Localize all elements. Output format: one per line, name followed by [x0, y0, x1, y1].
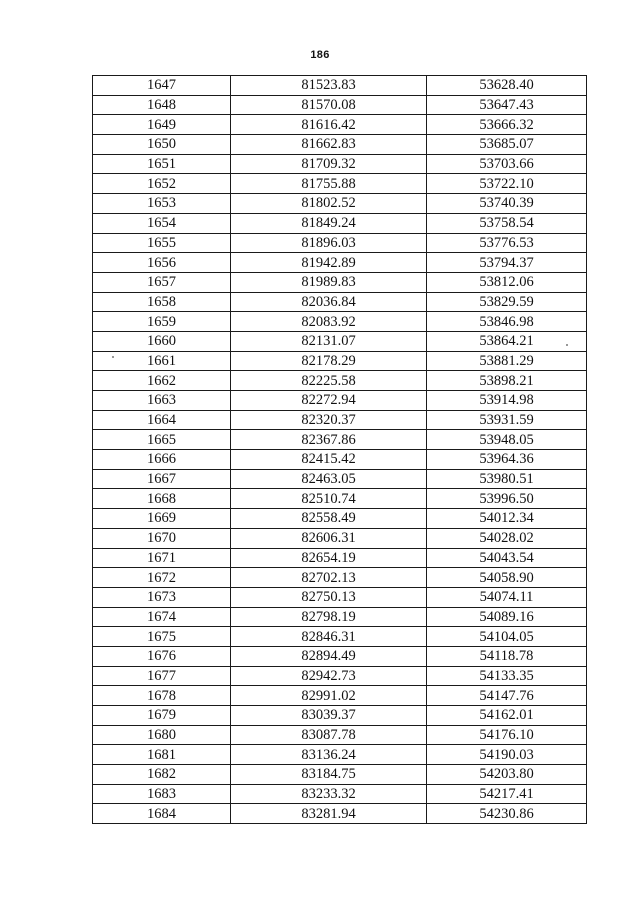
row-index-cell: 1663	[93, 391, 231, 411]
table-row	[93, 115, 587, 135]
data-table	[92, 75, 587, 824]
row-index-cell: 1672	[93, 568, 231, 588]
table-row	[93, 765, 587, 785]
row-index-cell: 1666	[93, 450, 231, 470]
col2-value-cell: 83136.24	[231, 745, 427, 765]
col3-value-cell: 53666.32	[427, 115, 587, 135]
row-index-cell: 1654	[93, 213, 231, 233]
row-index-cell: 1674	[93, 607, 231, 627]
col3-value-cell: 53794.37	[427, 253, 587, 273]
row-index-cell: 1651	[93, 154, 231, 174]
col3-value-cell: 53703.66	[427, 154, 587, 174]
col2-value-cell: 82798.19	[231, 607, 427, 627]
table-row	[93, 509, 587, 529]
table-row	[93, 410, 587, 430]
col2-value-cell: 81709.32	[231, 154, 427, 174]
row-index-cell: 1682	[93, 765, 231, 785]
col3-value-cell: 53685.07	[427, 135, 587, 155]
table-row	[93, 528, 587, 548]
col2-value-cell: 82702.13	[231, 568, 427, 588]
table-row	[93, 272, 587, 292]
col2-value-cell: 82750.13	[231, 587, 427, 607]
col3-value-cell: 53996.50	[427, 489, 587, 509]
col3-value-cell: 53931.59	[427, 410, 587, 430]
col3-value-cell: 53881.29	[427, 351, 587, 371]
row-index-cell: 1678	[93, 686, 231, 706]
row-index-cell: 1676	[93, 646, 231, 666]
col2-value-cell: 82894.49	[231, 646, 427, 666]
row-index-cell: 1662	[93, 371, 231, 391]
table-row	[93, 233, 587, 253]
row-index-cell: 1684	[93, 804, 231, 824]
col2-value-cell: 83184.75	[231, 765, 427, 785]
col3-value-cell: 54190.03	[427, 745, 587, 765]
col2-value-cell: 81849.24	[231, 213, 427, 233]
table-row	[93, 804, 587, 824]
table-row	[93, 76, 587, 96]
row-index-cell: 1681	[93, 745, 231, 765]
col3-value-cell: 54043.54	[427, 548, 587, 568]
col2-value-cell: 83039.37	[231, 706, 427, 726]
table-row	[93, 253, 587, 273]
table-row	[93, 725, 587, 745]
col2-value-cell: 81662.83	[231, 135, 427, 155]
col3-value-cell: 54162.01	[427, 706, 587, 726]
row-index-cell: 1657	[93, 272, 231, 292]
row-index-cell: 1679	[93, 706, 231, 726]
col3-value-cell: 53980.51	[427, 469, 587, 489]
col2-value-cell: 82942.73	[231, 666, 427, 686]
col2-value-cell: 81523.83	[231, 76, 427, 96]
col2-value-cell: 81942.89	[231, 253, 427, 273]
row-index-cell: 1677	[93, 666, 231, 686]
row-index-cell: 1659	[93, 312, 231, 332]
col2-value-cell: 82367.86	[231, 430, 427, 450]
col2-value-cell: 82178.29	[231, 351, 427, 371]
row-index-cell: 1683	[93, 784, 231, 804]
col2-value-cell: 82131.07	[231, 331, 427, 351]
col2-value-cell: 83281.94	[231, 804, 427, 824]
col2-value-cell: 82225.58	[231, 371, 427, 391]
table-row	[93, 154, 587, 174]
col2-value-cell: 83087.78	[231, 725, 427, 745]
col3-value-cell: 53740.39	[427, 194, 587, 214]
table-row	[93, 745, 587, 765]
col3-value-cell: 54012.34	[427, 509, 587, 529]
col2-value-cell: 82320.37	[231, 410, 427, 430]
col3-value-cell: 54147.76	[427, 686, 587, 706]
col3-value-cell: 54058.90	[427, 568, 587, 588]
table-row	[93, 686, 587, 706]
table-row	[93, 95, 587, 115]
table-row	[93, 331, 587, 351]
col2-value-cell: 81755.88	[231, 174, 427, 194]
row-index-cell: 1652	[93, 174, 231, 194]
col3-value-cell: 54089.16	[427, 607, 587, 627]
col3-value-cell: 53948.05	[427, 430, 587, 450]
table-body	[93, 76, 587, 824]
table-row	[93, 666, 587, 686]
table-row	[93, 784, 587, 804]
col3-value-cell: 53846.98	[427, 312, 587, 332]
col2-value-cell: 82558.49	[231, 509, 427, 529]
page-number: 186	[310, 49, 330, 61]
col3-value-cell: 53812.06	[427, 272, 587, 292]
row-index-cell: 1667	[93, 469, 231, 489]
col2-value-cell: 82991.02	[231, 686, 427, 706]
row-index-cell: 1669	[93, 509, 231, 529]
col3-value-cell: 53898.21	[427, 371, 587, 391]
col2-value-cell: 82415.42	[231, 450, 427, 470]
col3-value-cell: 54118.78	[427, 646, 587, 666]
row-index-cell: 1655	[93, 233, 231, 253]
col3-value-cell: 53628.40	[427, 76, 587, 96]
col3-value-cell: 54028.02	[427, 528, 587, 548]
col3-value-cell: 53829.59	[427, 292, 587, 312]
col3-value-cell: 53722.10	[427, 174, 587, 194]
row-index-cell: 1670	[93, 528, 231, 548]
col2-value-cell: 81896.03	[231, 233, 427, 253]
table-row	[93, 489, 587, 509]
row-index-cell: 1656	[93, 253, 231, 273]
table-row	[93, 351, 587, 371]
col3-value-cell: 54203.80	[427, 765, 587, 785]
table-row	[93, 194, 587, 214]
scan-speck	[112, 356, 114, 358]
col3-value-cell: 53914.98	[427, 391, 587, 411]
table-row	[93, 450, 587, 470]
col3-value-cell: 53776.53	[427, 233, 587, 253]
col2-value-cell: 82083.92	[231, 312, 427, 332]
col2-value-cell: 82463.05	[231, 469, 427, 489]
table-row	[93, 587, 587, 607]
row-index-cell: 1647	[93, 76, 231, 96]
col2-value-cell: 81570.08	[231, 95, 427, 115]
table-row	[93, 312, 587, 332]
col2-value-cell: 82606.31	[231, 528, 427, 548]
col3-value-cell: 53864.21	[427, 331, 587, 351]
col2-value-cell: 82846.31	[231, 627, 427, 647]
row-index-cell: 1649	[93, 115, 231, 135]
row-index-cell: 1650	[93, 135, 231, 155]
row-index-cell: 1668	[93, 489, 231, 509]
col3-value-cell: 53964.36	[427, 450, 587, 470]
table-row	[93, 213, 587, 233]
col2-value-cell: 81616.42	[231, 115, 427, 135]
row-index-cell: 1660	[93, 331, 231, 351]
col3-value-cell: 53758.54	[427, 213, 587, 233]
table-row	[93, 174, 587, 194]
col3-value-cell: 54217.41	[427, 784, 587, 804]
table-row	[93, 627, 587, 647]
col3-value-cell: 54133.35	[427, 666, 587, 686]
col2-value-cell: 82272.94	[231, 391, 427, 411]
row-index-cell: 1664	[93, 410, 231, 430]
table-row	[93, 646, 587, 666]
scan-speck	[566, 344, 568, 346]
table-row	[93, 430, 587, 450]
row-index-cell: 1665	[93, 430, 231, 450]
row-index-cell: 1661	[93, 351, 231, 371]
row-index-cell: 1680	[93, 725, 231, 745]
table-row	[93, 706, 587, 726]
col2-value-cell: 82654.19	[231, 548, 427, 568]
col3-value-cell: 54104.05	[427, 627, 587, 647]
col2-value-cell: 81802.52	[231, 194, 427, 214]
table-row	[93, 469, 587, 489]
table-row	[93, 548, 587, 568]
row-index-cell: 1671	[93, 548, 231, 568]
row-index-cell: 1673	[93, 587, 231, 607]
col3-value-cell: 53647.43	[427, 95, 587, 115]
col3-value-cell: 54074.11	[427, 587, 587, 607]
table-row	[93, 292, 587, 312]
table-row	[93, 135, 587, 155]
col2-value-cell: 81989.83	[231, 272, 427, 292]
row-index-cell: 1648	[93, 95, 231, 115]
table-row	[93, 371, 587, 391]
col2-value-cell: 83233.32	[231, 784, 427, 804]
col2-value-cell: 82036.84	[231, 292, 427, 312]
col2-value-cell: 82510.74	[231, 489, 427, 509]
table-row	[93, 568, 587, 588]
row-index-cell: 1658	[93, 292, 231, 312]
row-index-cell: 1653	[93, 194, 231, 214]
col3-value-cell: 54176.10	[427, 725, 587, 745]
col3-value-cell: 54230.86	[427, 804, 587, 824]
table-row	[93, 391, 587, 411]
row-index-cell: 1675	[93, 627, 231, 647]
table-row	[93, 607, 587, 627]
